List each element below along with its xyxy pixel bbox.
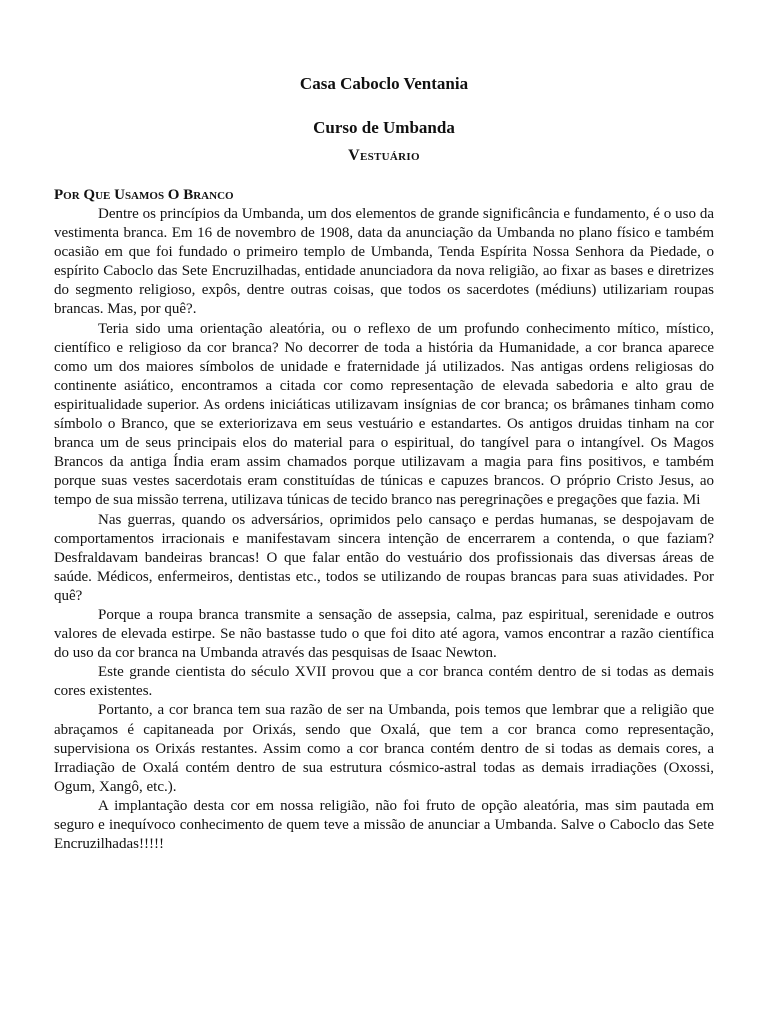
- paragraph: Teria sido uma orientação aleatória, ou o reflexo de um profundo conhecimento mítico, místico, científico e religioso da cor branca? No decorrer de toda a história da Humanidade, a cor branca aparece como um dos maiores símbolos de unidade e fraternidade já utilizados. Nas antigas ordens religiosas do continente asiático, encontramos a citada cor como representação de elevada sabedoria e alto grau de espiritualidade superior. As ordens iniciáticas utilizavam insígnias de cor branca; os brâmanes tinham como símbolo o Branco, que se exteriorizava em seus vestuário e estandartes. Os antigos druidas tinham na cor branca um de seus principais elos do material para o espiritual, do tangível para o intangível. Os Magos Brancos da antiga Índia eram assim chamados porque utilizavam a magia para fins positivos, e também porque suas vestes sacerdotais eram constituídas de túnicas e capuzes brancos. O próprio Cristo Jesus, ao tempo de sua missão terrena, utilizava túnicas de tecido branco nas peregrinações e pregações que fazia. Mi: [54, 320, 714, 509]
- section-title: Vestuário: [348, 147, 420, 164]
- document-page: [54, 0, 714, 1024]
- paragraph: Portanto, a cor branca tem sua razão de ser na Umbanda, pois temos que lembrar que a religião que abraçamos é capitaneada por Orixás, sendo que Oxalá, que tem a cor branca como representação, supervisiona os Orixás restantes. Assim como a cor branca contém dentro de si todas as demais cores, a Irradiação de Oxalá contém dentro de sua estrutura cósmico-astral todas as demais irradiações (Oxossi, Ogum, Xangô, etc.).: [54, 702, 714, 795]
- paragraph: Nas guerras, quando os adversários, oprimidos pelo cansaço e perdas humanas, se despojavam de comportamentos irracionais e manifestavam sincera intenção de encerrarem a contenda, o que faziam? Desfraldavam bandeiras brancas! O que falar então do vestuário dos profissionais das diversas áreas de saúde. Médicos, enfermeiros, dentistas etc., todos se utilizando de roupas brancas para suas atividades. Por quê?: [54, 511, 714, 604]
- course-title: Curso de Umbanda: [313, 118, 455, 137]
- paragraph: Dentre os princípios da Umbanda, um dos elementos de grande significância e fundamento, é o uso da vestimenta branca. Em 16 de novembro de 1908, data da anunciação da Umbanda no plano físico e também ocasião em que foi fundado o primeiro templo de Umbanda, Tenda Espírita Nossa Senhora da Piedade, o espírito Caboclo das Sete Encruzilhadas, entidade anunciadora da nova religião, ao fixar as bases e diretrizes do segmento religioso, expôs, dentre outras coisas, que todos os sacerdotes (médiuns) utilizariam roupas brancas. Mas, por quê?.: [54, 206, 714, 318]
- subheading: Por Que Usamos O Branco: [54, 187, 234, 203]
- paragraph: Porque a roupa branca transmite a sensação de assepsia, calma, paz espiritual, serenidade e outros valores de elevada estirpe. Se não bastasse tudo o que foi dito até agora, vamos encontrar a razão científica do uso da cor branca na Umbanda através das pesquisas de Isaac Newton.: [54, 606, 714, 662]
- paragraph: A implantação desta cor em nossa religião, não foi fruto de opção aleatória, mas sim pautada em seguro e inequívoco conhecimento de quem teve a missão de anunciar a Umbanda. Salve o Caboclo das Sete Encruzilhadas!!!!!: [54, 797, 714, 853]
- body-text: [54, 205, 714, 854]
- paragraph: Este grande cientista do século XVII provou que a cor branca contém dentro de si todas as demais cores existentes.: [54, 664, 714, 700]
- org-title: Casa Caboclo Ventania: [299, 74, 469, 93]
